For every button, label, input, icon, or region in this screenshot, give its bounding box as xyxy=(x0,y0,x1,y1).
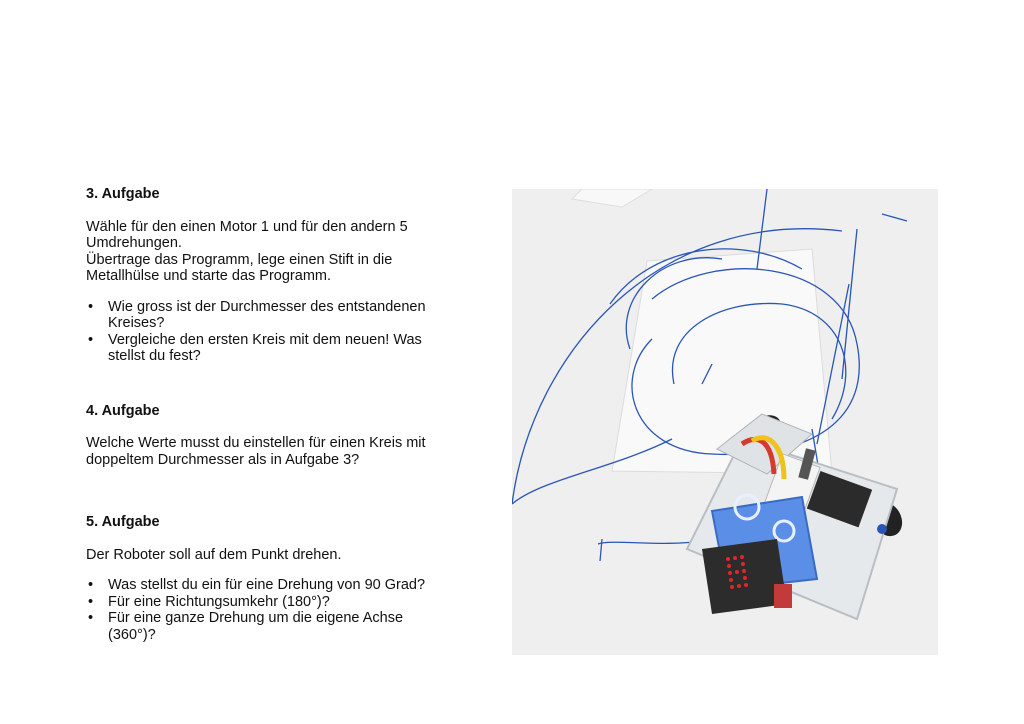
task4-line: Welche Werte musst du einstellen für einen Kreis mit xyxy=(86,435,426,451)
task3-line: Übertrage das Programm, lege einen Stift in die xyxy=(86,251,393,268)
question-line: Für eine Richtungsumkehr (180°)? xyxy=(108,593,330,610)
question-line: Vergleiche den ersten Kreis mit dem neuen! Was xyxy=(108,331,422,348)
bullet: • xyxy=(88,331,94,348)
task5-heading: 5. Aufgabe xyxy=(86,514,160,530)
bullet: • xyxy=(88,577,94,593)
task3-line: Metallhülse und starte das Programm. xyxy=(86,268,331,284)
question-line: Kreises? xyxy=(108,315,165,331)
task3-question xyxy=(86,299,486,332)
question-line: Für eine ganze Drehung um die eigene Achse xyxy=(108,610,404,626)
task5-question xyxy=(86,577,486,594)
question-line: stellst du fest? xyxy=(108,348,201,364)
task5-questions xyxy=(86,577,486,643)
robot-drawing-illustration xyxy=(512,189,938,655)
worksheet-text xyxy=(86,186,486,643)
bullet: • xyxy=(88,593,94,610)
task5-question xyxy=(86,610,486,643)
task3-heading: 3. Aufgabe xyxy=(86,186,160,202)
task4-line: doppeltem Durchmesser als in Aufgabe 3? xyxy=(86,451,360,468)
task4-heading: 4. Aufgabe xyxy=(86,402,160,419)
task3-questions xyxy=(86,299,486,365)
task5-line: Der Roboter soll auf dem Punkt drehen. xyxy=(86,546,342,563)
question-line: (360°)? xyxy=(108,626,156,643)
task3-line: Umdrehungen. xyxy=(86,235,182,251)
bullet: • xyxy=(88,298,94,315)
question-line: Wie gross ist der Durchmesser des entstandenen xyxy=(108,298,426,315)
task5-question xyxy=(86,594,486,611)
task3-line: Wähle für den einen Motor 1 und für den andern 5 xyxy=(86,218,408,235)
task3-question xyxy=(86,332,486,365)
bullet: • xyxy=(88,610,94,626)
robot-photo xyxy=(512,189,938,655)
question-line: Was stellst du ein für eine Drehung von 90 Grad? xyxy=(108,577,426,593)
